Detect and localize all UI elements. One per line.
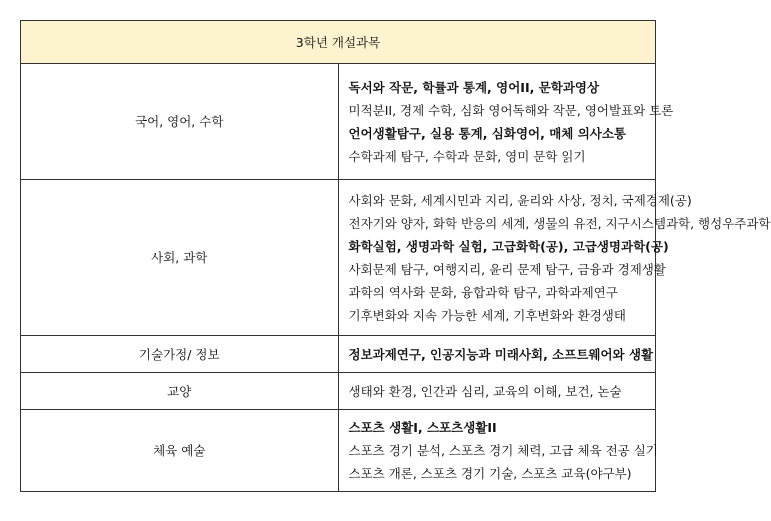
category-cell: 사회, 과학 <box>21 180 339 336</box>
table-row <box>21 180 656 336</box>
course-line: 스포츠 개론, 스포츠 경기 기술, 스포츠 교육(야구부) <box>348 466 632 481</box>
table-header-row <box>21 21 656 64</box>
category-cell: 체육 예술 <box>21 410 339 492</box>
course-line: 화학실험, 생명과학 실험, 고급화학(공), 고급생명과학(공) <box>348 238 669 254</box>
table-row <box>21 373 656 410</box>
category-cell: 기술가정/ 정보 <box>21 336 339 373</box>
course-line: 독서와 작문, 학률과 통계, 영어II, 문학과영상 <box>348 79 600 95</box>
courses-cell <box>338 180 771 336</box>
courses-cell <box>338 373 656 410</box>
course-line: 정보과제연구, 인공지능과 미래사회, 소프트웨어와 생활 <box>348 346 654 362</box>
course-line: 사회문제 탐구, 여행지리, 윤리 문제 탐구, 금융과 경제생활 <box>348 261 666 277</box>
course-line: 언어생활탐구, 실용 통계, 심화영어, 매체 의사소통 <box>348 125 627 141</box>
category-cell: 교양 <box>21 373 339 410</box>
course-line: 미적분II, 경제 수학, 심화 영어독해와 작문, 영어발표와 토론 <box>348 102 674 118</box>
curriculum-table <box>20 20 771 492</box>
course-line: 스포츠 생활I, 스포츠생활II <box>348 420 497 435</box>
course-line <box>348 189 692 212</box>
course-line: 생태와 환경, 인간과 심리, 교육의 이해, 보건, 논술 <box>348 383 622 399</box>
courses-cell <box>338 336 656 373</box>
courses-cell <box>338 64 674 180</box>
course-line: 스포츠 경기 분석, 스포츠 경기 체력, 고급 체육 전공 실기 <box>348 443 658 458</box>
courses-cell <box>338 410 656 492</box>
course-line: 과학의 역사화 문화, 융합과학 탐구, 과학과제연구 <box>348 284 618 300</box>
course-line: 수학과제 탐구, 수학과 문화, 영미 문학 읽기 <box>348 148 586 164</box>
category-cell: 국어, 영어, 수학 <box>21 64 339 180</box>
table-row <box>21 410 656 492</box>
course-line-text: 사회와 문화, 세계시민과 지리, 윤리와 사상, 정치, 국제경제(공) <box>348 192 692 208</box>
course-line: 전자기와 양자, 화학 반응의 세계, 생물의 유전, 지구시스템과학, 행성우주과학 <box>348 215 771 231</box>
table-title: 3학년 개설과목 <box>21 21 656 64</box>
table-row <box>21 64 656 180</box>
table-row <box>21 336 656 373</box>
course-line: 기후변화와 지속 가능한 세계, 기후변화와 환경생태 <box>348 307 626 323</box>
